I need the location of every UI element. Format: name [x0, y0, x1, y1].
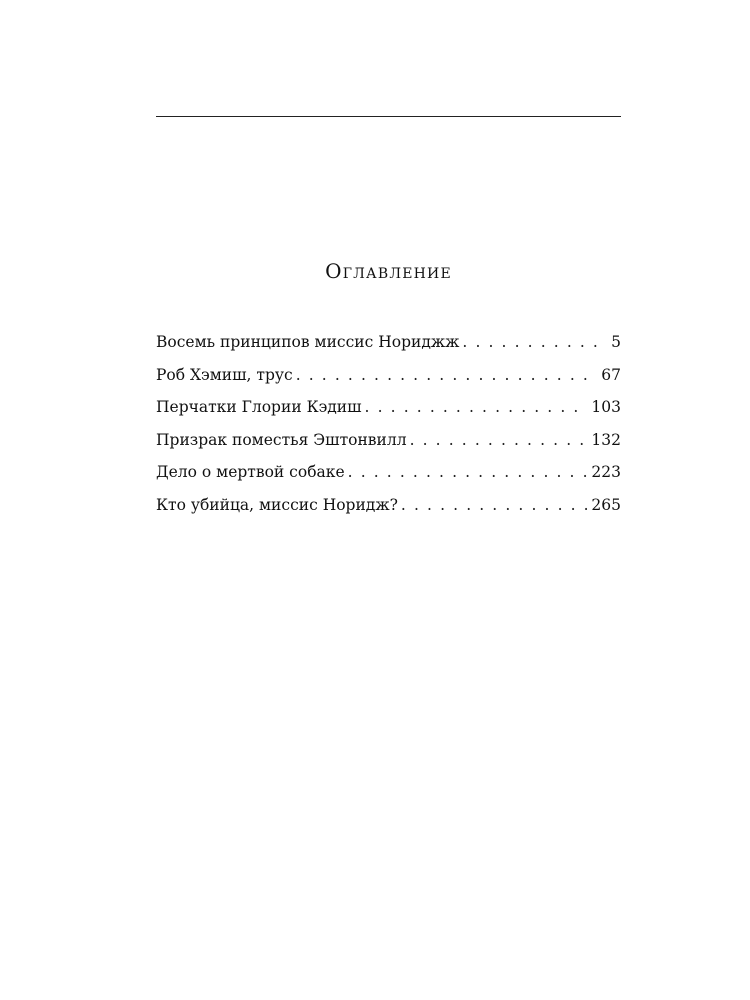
toc-entry-page: 5 [611, 333, 621, 351]
toc-entry[interactable] [156, 425, 621, 458]
toc-leader-dots [462, 327, 607, 357]
toc-leader-dots [410, 425, 588, 455]
toc-entry[interactable] [156, 392, 621, 425]
toc-entry-title: Призрак поместья Эштонвилл [156, 430, 407, 449]
toc-entry[interactable] [156, 360, 621, 393]
page-title: Оглавление [325, 259, 452, 283]
toc-entry-page: 132 [591, 430, 621, 449]
top-rule [156, 116, 621, 117]
toc-entry[interactable] [156, 457, 621, 490]
toc-entry[interactable] [156, 327, 621, 360]
toc-leader-dots [296, 360, 598, 390]
toc-entry-page: 265 [591, 495, 621, 514]
toc-entry-title: Роб Хэмиш, трус [156, 365, 293, 384]
table-of-contents [156, 327, 621, 522]
toc-leader-dots [401, 490, 587, 520]
toc-entry-page: 67 [601, 365, 621, 384]
toc-entry-page: 103 [591, 398, 621, 416]
toc-entry-title: Восемь принципов миссис Нориджж [156, 333, 460, 351]
toc-entry-page: 223 [591, 463, 621, 481]
toc-entry-title: Перчатки Глории Кэдиш [156, 398, 362, 416]
toc-entry-title: Дело о мертвой собаке [156, 463, 345, 481]
toc-leader-dots [365, 392, 588, 422]
toc-entry[interactable] [156, 490, 621, 523]
toc-leader-dots [348, 457, 588, 487]
toc-entry-title: Кто убийца, миссис Норидж? [156, 495, 398, 514]
